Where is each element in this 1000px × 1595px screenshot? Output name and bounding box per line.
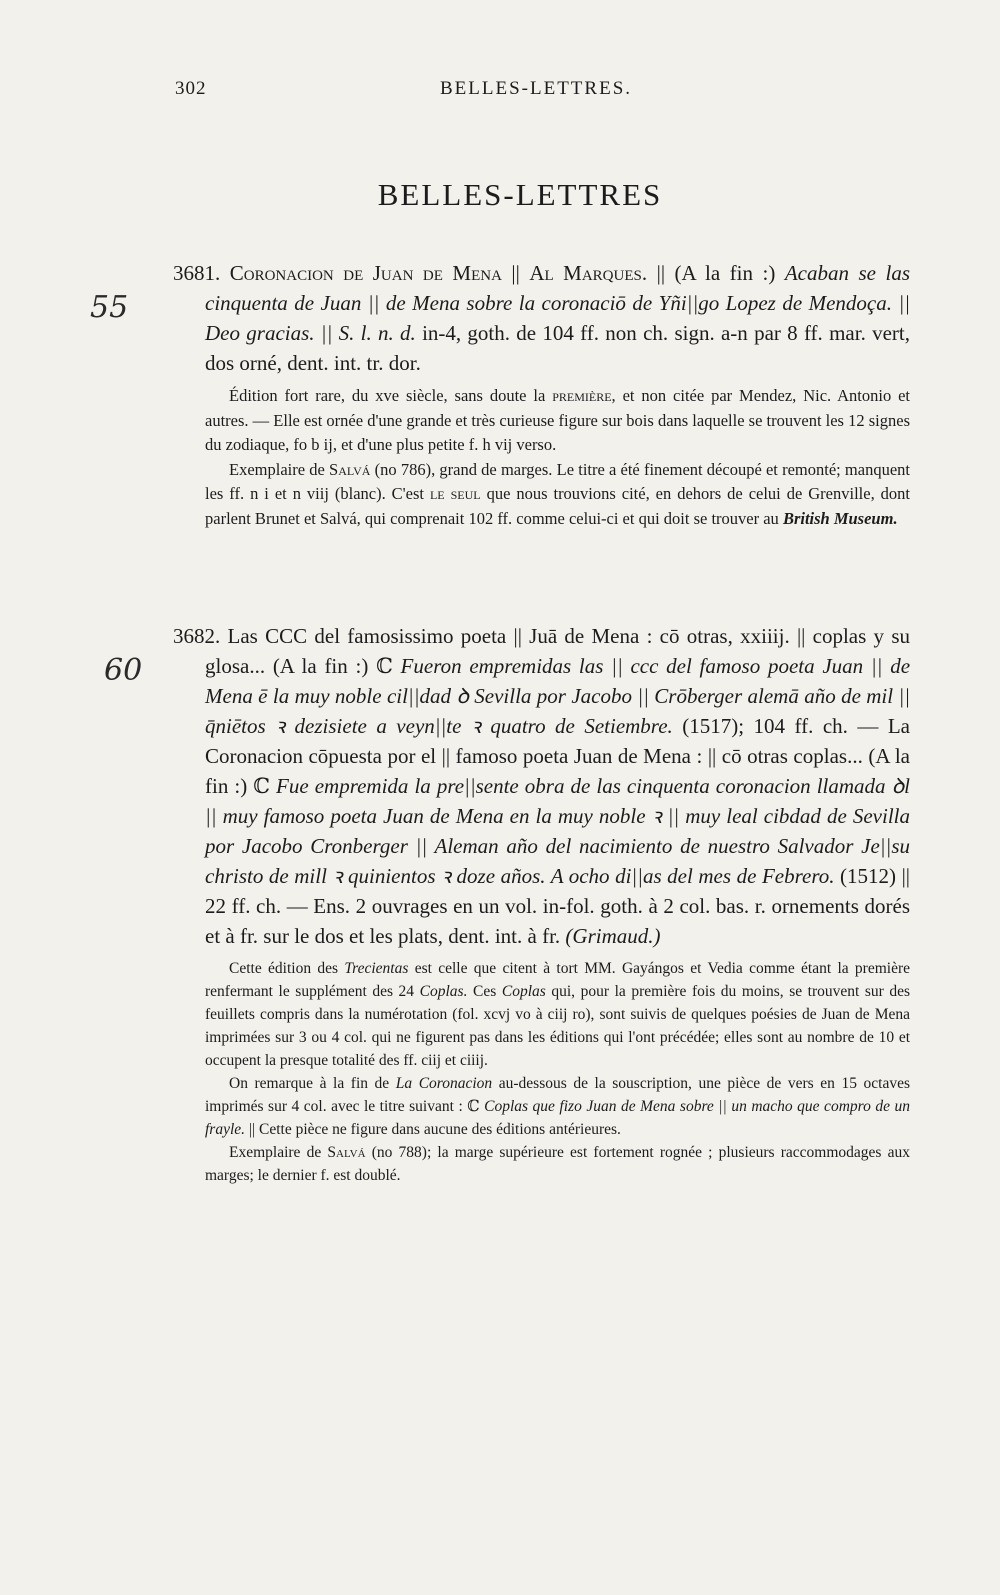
- note-text: est celle que citent à tort MM. Gayángos et Vedia comme étant la première renfermant le supplément des 24: [205, 960, 911, 1000]
- note-text: Édition fort rare, du xve siècle, sans doute la: [229, 386, 546, 405]
- section-title: BELLES-LETTRES: [377, 177, 663, 212]
- note-text: Ces: [473, 983, 497, 1000]
- colophon-text: Acaban se las cinquenta de Juan || de Mena sobre la coronaciō de Yñi||go Lopez de Mendoça. || Deo gracias. || S. l. n. d.: [205, 261, 910, 345]
- entry-3681: [173, 258, 911, 531]
- entry-text: (1517); 104 ff. ch. — La Coronacion cōpuesta por el || famoso poeta Juan de Mena : || cō otras coplas... (A la fin :) ℂ: [205, 714, 910, 798]
- running-title: BELLES-LETTRES.: [440, 78, 633, 99]
- note-text: et non citée par Mendez, Nic. Antonio et autres. — Elle est ornée d'une grande et très curieuse figure sur bois dans laquelle se trouvent les 12 signes du zodiaque, fo b ij, et d'une plus petite f. h vij verso.: [205, 386, 911, 454]
- colophon-text: Fue empremida la pre||sente obra de las cinquenta coronacion llamada ꝺl || muy famoso poeta Juan de Mena en la muy noble ꝛ || muy leal cibdad de Sevilla por Jacobo Cronberger || Aleman año del nacimiento de nuestro Salvador Je||su christo de mill ꝛ quinientos ꝛ doze años. A ocho di||as del mes de Febrero.: [205, 774, 910, 888]
- note-smallcaps: Salvá: [329, 459, 371, 479]
- note-italic: Trecientas: [344, 960, 409, 977]
- note-text: Exemplaire de: [229, 459, 325, 479]
- entry-3682-note-3: [205, 1141, 910, 1187]
- entry-3682: [173, 621, 911, 1187]
- physical-description: (1512) || 22 ff. ch. — Ens. 2 ouvrages en un vol. in-fol. goth. à 2 col. bas. r. ornements dorés et à fr. sur le dos et les plats, dent. int. à fr.: [205, 864, 910, 948]
- margin-note-55: 55: [90, 290, 129, 325]
- note-text: On remarque à la fin de: [229, 1075, 390, 1092]
- note-smallcaps: Salvá: [327, 1144, 366, 1161]
- entry-3681-note-2: [205, 458, 910, 532]
- note-text: Exemplaire de: [229, 1144, 322, 1161]
- entry-3681-description: [173, 258, 910, 378]
- fin-note: (A la fin :): [674, 261, 776, 285]
- page-number: 302: [175, 78, 207, 99]
- note-smallcaps: le seul: [429, 484, 481, 503]
- colophon-text: Fueron empremidas las || ccc del famoso poeta Juan || de Mena ē la muy noble cil||dad ꝺ Sevilla por Jacobo || Crōberger alemā año de mil || q̄niētos ꝛ dezisiete a veyn||te ꝛ quatro de Setiembre.: [205, 654, 911, 738]
- note-text: au-dessous de la souscription, une pièce de vers en 15 octaves imprimés sur 4 col. avec le titre suivant : ℂ: [205, 1075, 910, 1115]
- note-italic: La Coronacion: [395, 1075, 493, 1092]
- entry-number: 3681.: [173, 261, 221, 285]
- note-smallcaps: première,: [552, 386, 616, 405]
- note-italic: Coplas: [501, 983, 546, 1000]
- entry-text: Las CCC del famosissimo poeta || Juā de Mena : cō otras, xxiiij. || coplas y su glosa... (A la fin :) ℂ: [205, 624, 910, 678]
- physical-description: in-4, goth. de 104 ff. non ch. sign. a-n par 8 ff. mar. vert, dos orné, dent. int. tr. dor.: [205, 321, 910, 375]
- note-italic: Coplas.: [419, 983, 468, 1000]
- margin-note-60: 60: [104, 653, 143, 688]
- entry-3682-note-1: [205, 957, 910, 1072]
- note-italic: Coplas que fizo Juan de Mena sobre || un macho que compro de un frayle.: [205, 1098, 910, 1138]
- note-text: (no 788); la marge supérieure est fortement rognée ; plusieurs raccommodages aux marges; le dernier f. est doublé.: [205, 1144, 910, 1184]
- note-italic: British Museum.: [782, 508, 898, 528]
- note-text: || Cette pièce ne figure dans aucune des éditions antérieures.: [248, 1121, 621, 1138]
- note-text: qui, pour la première fois du moins, se trouvent sur des feuillets compris dans la numérotation (fol. xcvj vo à ciij ro), sont suivis de quelques poésies de Juan de Mena imprimées sur 3 ou 4 col. qui ne figurent pas dans les éditions qui l'ont précédée; elles sont au nombre de 10 et occupent la presque totalité des ff. ciij et ciiij.: [205, 983, 911, 1069]
- separator: ||: [656, 261, 666, 285]
- note-text: que nous trouvions cité, en dehors de celui de Grenville, dont parlent Brunet et Salvá, qui comprenait 102 ff. comme celui-ci et qui doit se trouver au: [205, 484, 910, 528]
- note-text: Cette édition des: [229, 960, 339, 977]
- entry-number: 3682.: [173, 624, 221, 648]
- entry-title: Coronacion de Juan de Mena: [229, 261, 502, 285]
- entry-3682-note-2: [205, 1072, 910, 1141]
- note-text: (no 786), grand de marges. Le titre a été finement découpé et remonté; manquent les ff. n i et n viij (blanc). C'est: [205, 459, 910, 503]
- entry-3681-note-1: [205, 384, 910, 458]
- binder-name: (Grimaud.): [565, 924, 661, 948]
- entry-3682-description: [173, 621, 911, 951]
- entry-subtitle: Al Marques.: [529, 261, 648, 285]
- separator: ||: [511, 261, 520, 285]
